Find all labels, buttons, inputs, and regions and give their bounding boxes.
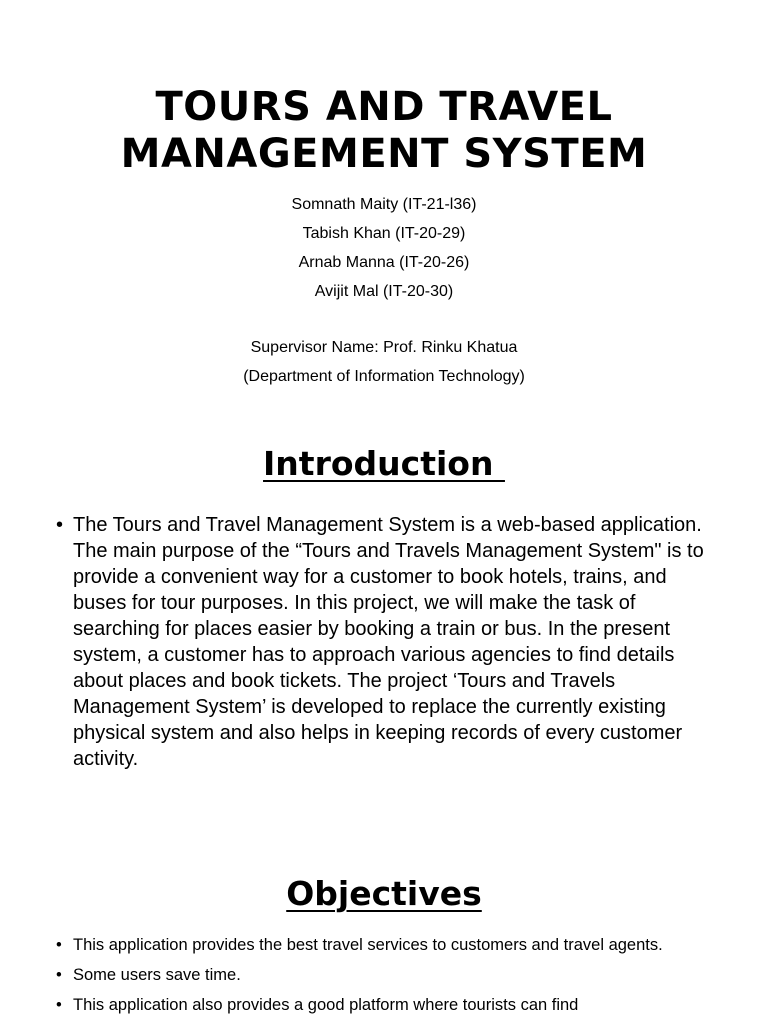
author-name: Avijit Mal (IT-20-30) — [314, 283, 454, 300]
author-list — [0, 190, 768, 306]
supervisor-block — [0, 333, 768, 391]
author-name: Arnab Manna (IT-20-26) — [298, 254, 470, 271]
objectives-heading — [0, 874, 768, 914]
list-item — [56, 934, 716, 956]
supervisor-department: (Department of Information Technology) — [243, 368, 525, 385]
title-line-2: MANAGEMENT SYSTEM — [120, 131, 648, 177]
title-line-1: TOURS AND TRAVEL — [155, 84, 613, 130]
introduction-paragraph: The Tours and Travel Management System is a web-based application. The main purpose of the “Tours and Travels Management System" is to provide a convenient way for a customer to book hotels, trains, and buses for tour purposes. In this project, we will make the task of searching for places easier by booking a train or bus. In the present system, a customer has to approach various agencies to find details about places and book tickets. The project ‘Tours and Travels Management System’ is developed to replace the currently existing physical system and also helps in keeping records of every customer activity. — [73, 514, 704, 770]
bullet-icon: • — [56, 996, 62, 1014]
introduction-heading-text: Introduction — [263, 444, 505, 483]
objective-text: This application provides the best travel services to customers and travel agents. — [73, 936, 663, 954]
objectives-heading-text: Objectives — [286, 874, 482, 913]
bullet-icon: • — [56, 966, 62, 984]
list-item — [56, 512, 716, 772]
list-item — [56, 994, 716, 1016]
author-name: Tabish Khan (IT-20-29) — [302, 225, 466, 242]
introduction-list — [56, 512, 716, 772]
bullet-icon: • — [56, 514, 64, 536]
document-title — [0, 84, 768, 178]
supervisor-name: Supervisor Name: Prof. Rinku Khatua — [250, 339, 518, 356]
introduction-heading — [0, 444, 768, 484]
objectives-list — [56, 934, 716, 1024]
objective-text: Some users save time. — [73, 966, 241, 984]
bullet-icon: • — [56, 936, 62, 954]
author-name: Somnath Maity (IT-21-l36) — [291, 196, 477, 213]
objective-text: This application also provides a good platform where tourists can find — [73, 996, 579, 1014]
list-item — [56, 964, 716, 986]
